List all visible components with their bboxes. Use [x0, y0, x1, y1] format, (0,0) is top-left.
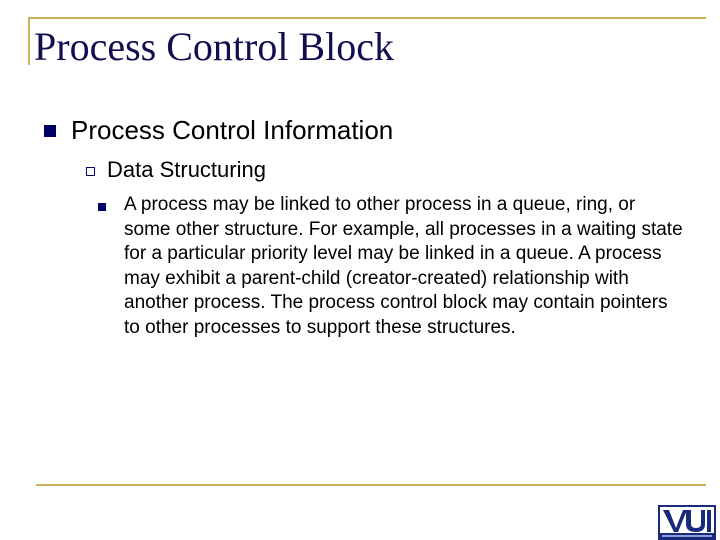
left-divider-line [28, 17, 30, 65]
bullet-level-2-text: Data Structuring [107, 157, 266, 182]
hollow-square-bullet-icon [86, 167, 95, 176]
bullet-level-3-paragraph: A process may be linked to other process in a queue, ring, or some other structure. For example, all processes in a waiting state for a particular priority level may be linked in a queue. A process may exhibit a parent-child (creator-created) relationship with another process. The process control block may contain pointers to other processes to support these structures. [124, 194, 683, 338]
top-divider-line [28, 17, 706, 19]
bottom-divider-line [36, 484, 706, 486]
filled-square-bullet-icon [44, 125, 56, 137]
slide-title: Process Control Block [34, 24, 394, 69]
virtual-university-logo-icon [658, 505, 716, 540]
bullet-level-1-text: Process Control Information [71, 115, 394, 145]
small-square-bullet-icon [98, 203, 106, 211]
